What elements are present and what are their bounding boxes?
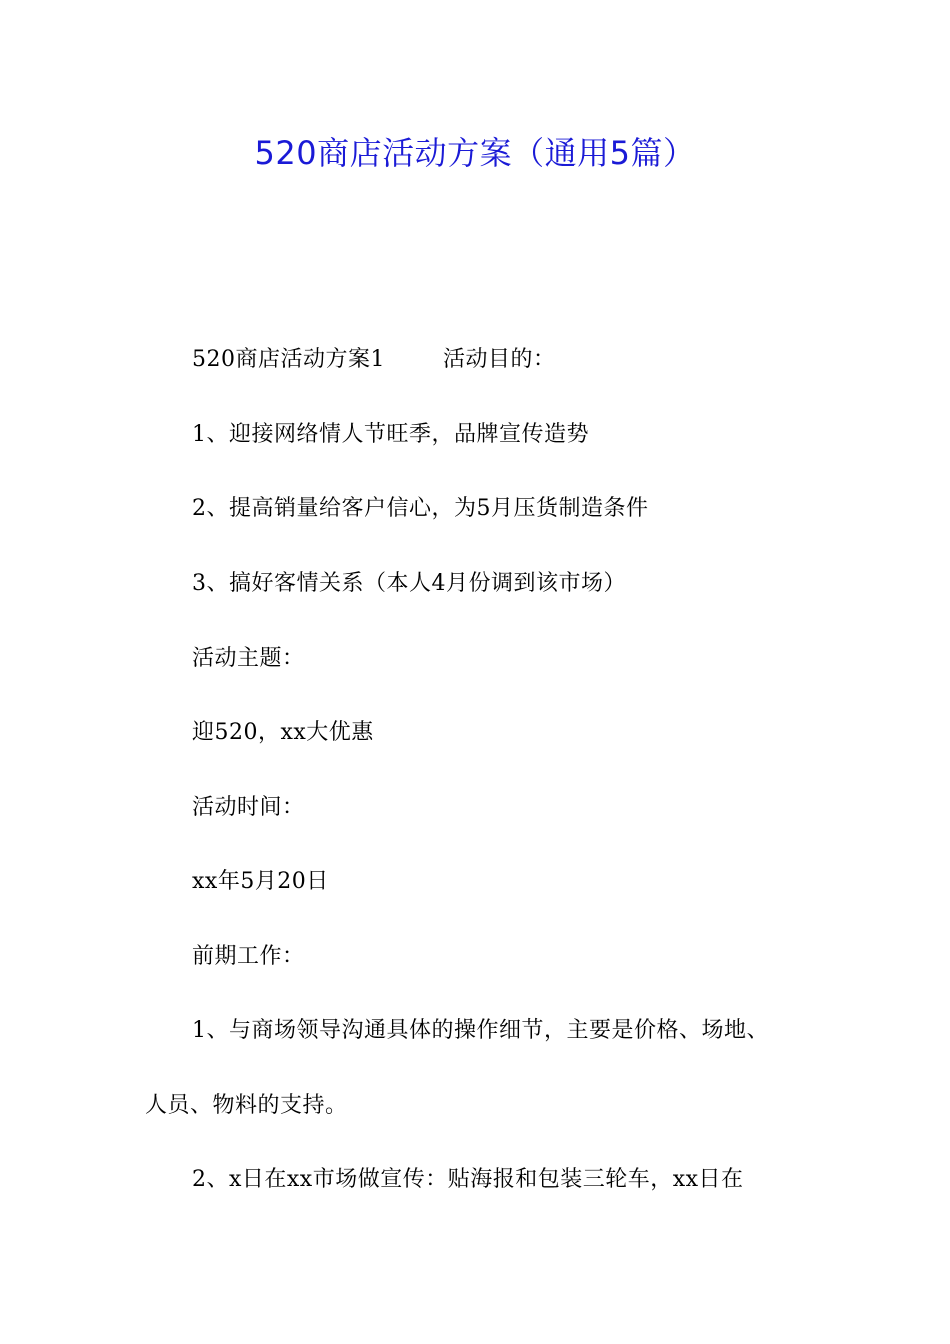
paragraph-prework-1-continued: 人员、物料的支持。 [145,1093,348,1118]
document-title: 520商店活动方案（通用5篇） [254,134,696,172]
section-label-theme: 活动主题： [192,646,305,671]
paragraph-time: xx年5月20日 [192,869,329,894]
paragraph-prework-1: 1、与商场领导沟通具体的操作细节，主要是价格、场地、 [192,1018,769,1043]
section-label-prework: 前期工作： [192,944,305,969]
plan-heading: 520商店活动方案1 [192,347,385,372]
plan-heading-line [192,345,556,375]
section-label-purpose: 活动目的： [443,347,556,372]
paragraph-theme: 迎520，xx大优惠 [192,720,374,745]
paragraph-purpose-1: 1、迎接网络情人节旺季，品牌宣传造势 [192,422,589,447]
section-label-time: 活动时间： [192,795,305,820]
paragraph-purpose-2: 2、提高销量给客户信心，为5月压货制造条件 [192,496,649,521]
paragraph-purpose-3: 3、搞好客情关系（本人4月份调到该市场） [192,571,626,596]
paragraph-prework-2: 2、x日在xx市场做宣传：贴海报和包装三轮车，xx日在 [192,1167,744,1192]
